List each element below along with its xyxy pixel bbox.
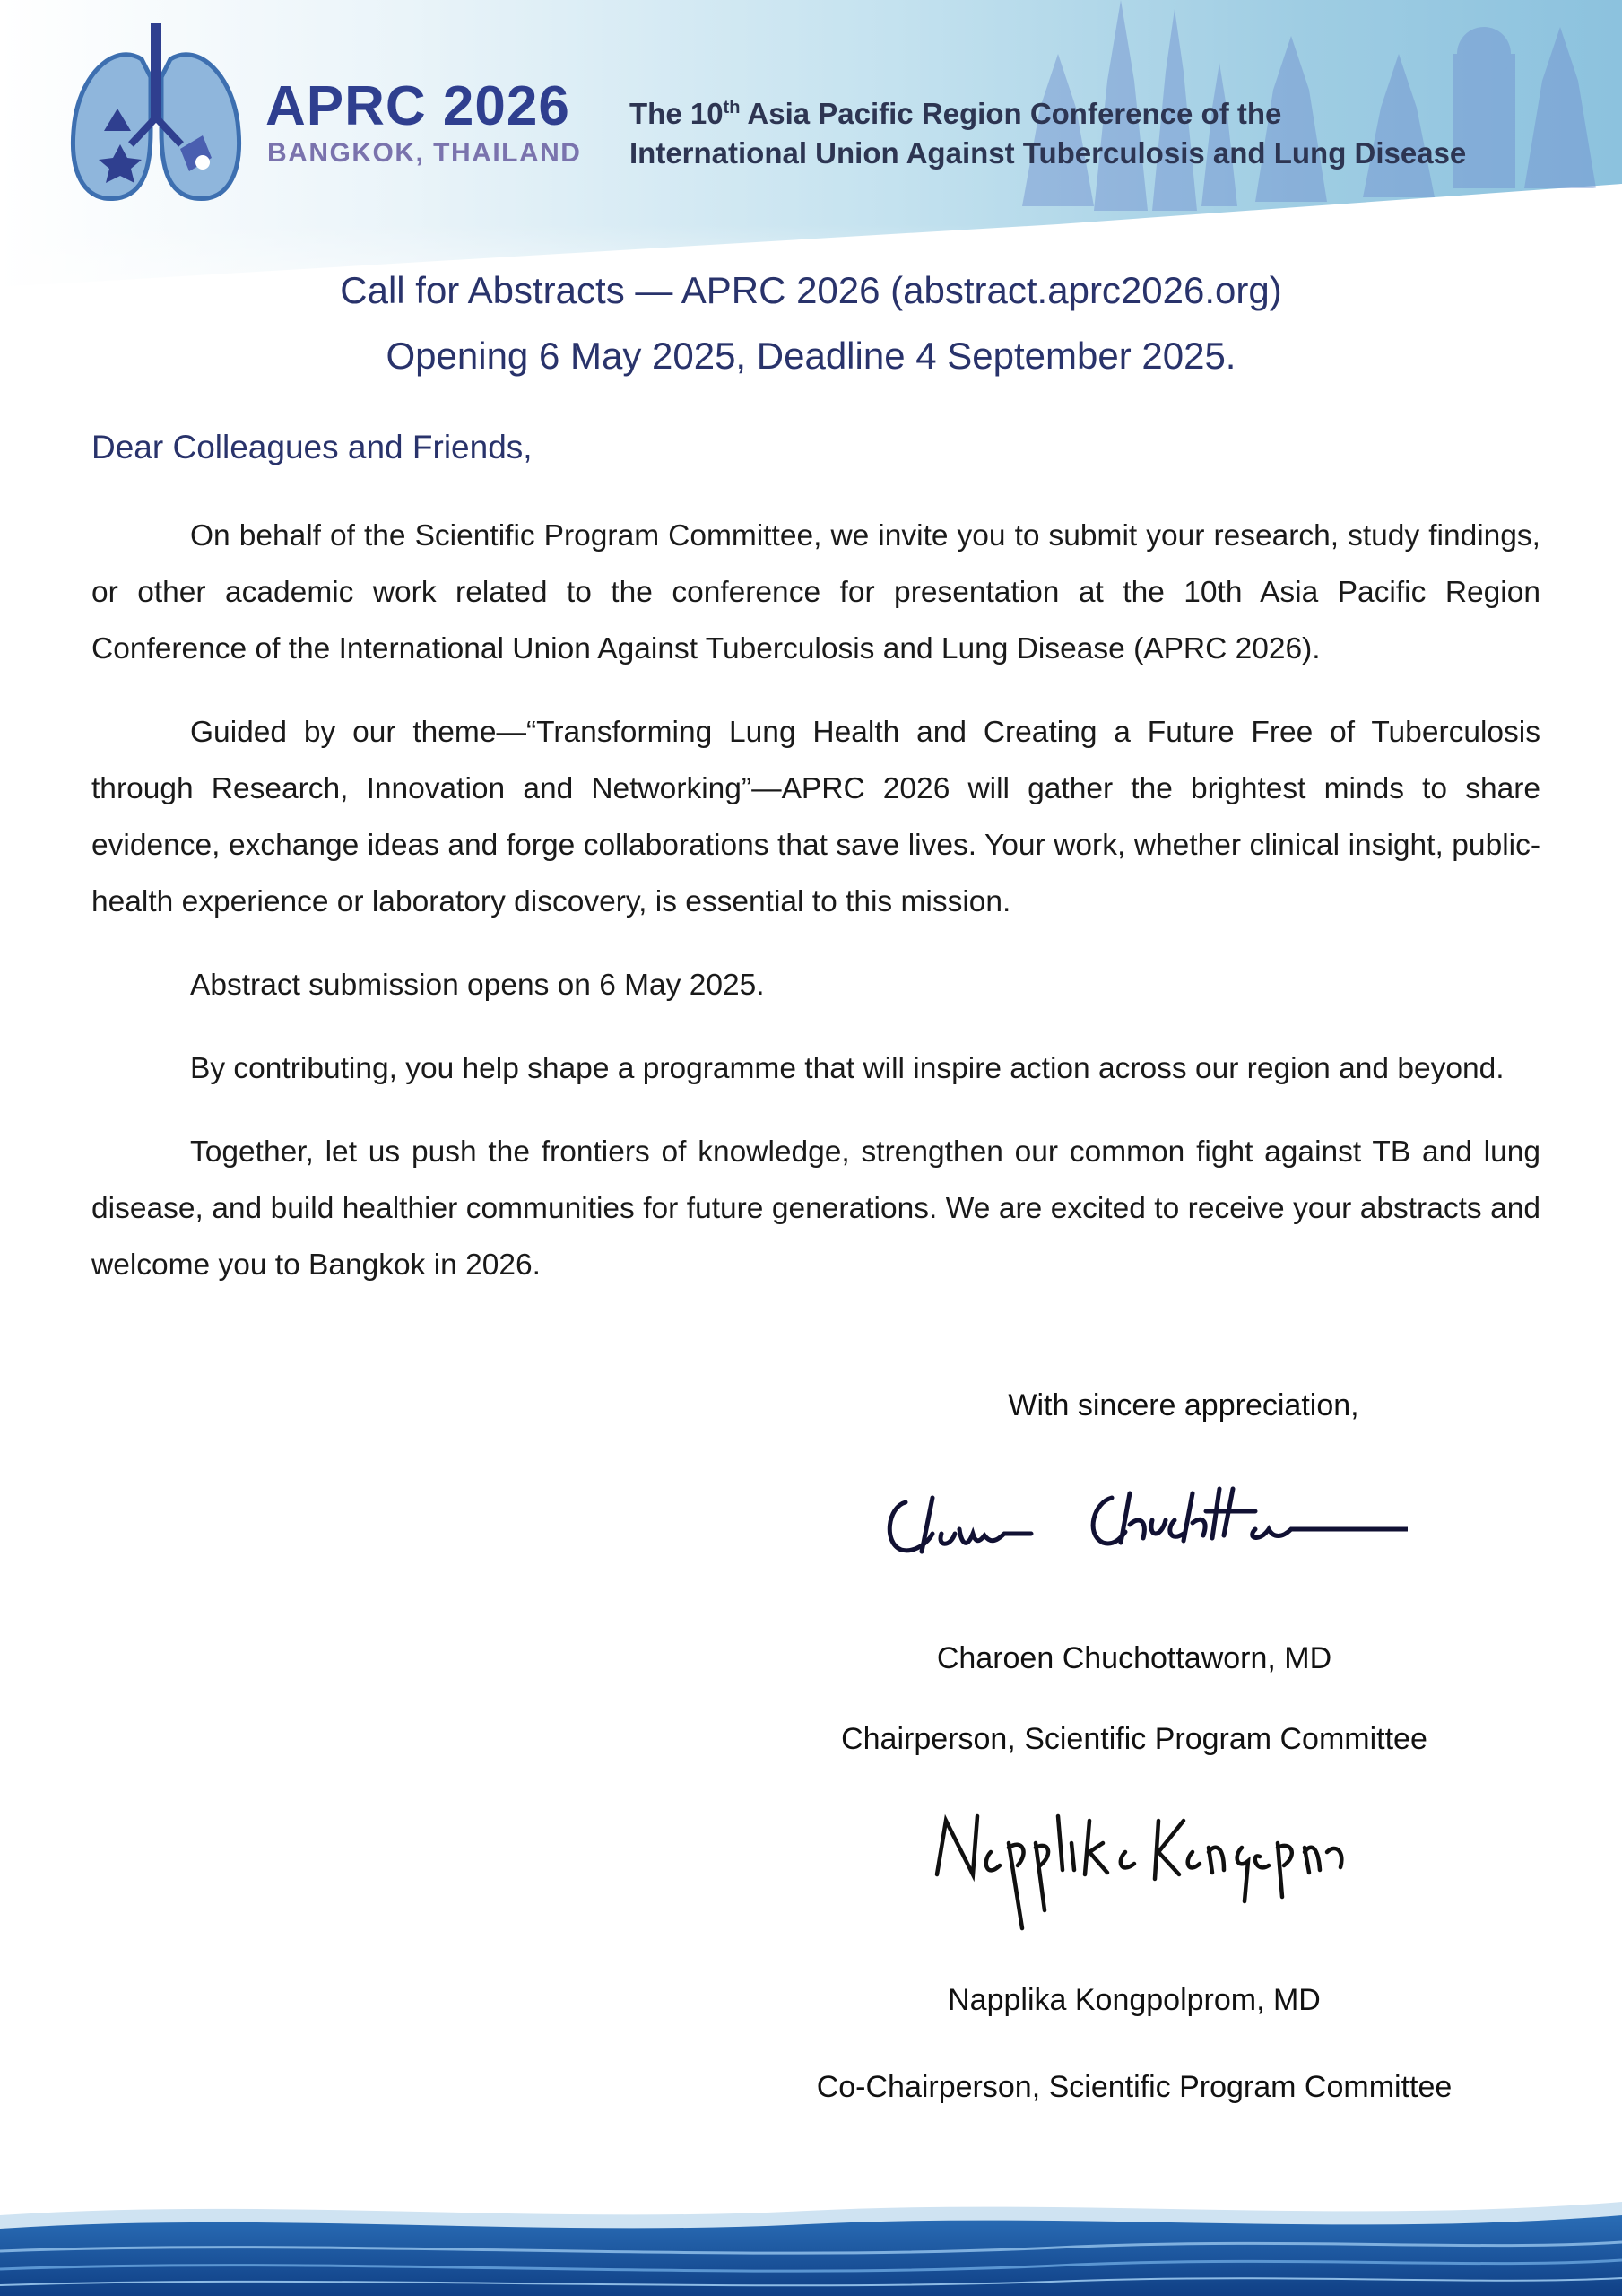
lungs-logo-icon <box>68 23 244 208</box>
conference-title-line2: International Union Against Tuberculosis and Lung Disease <box>629 136 1467 170</box>
call-heading-line2: Opening 6 May 2025, Deadline 4 September 2025. <box>386 335 1236 377</box>
handwritten-signature-2 <box>924 1803 1354 1937</box>
signatory-2-title: Co-Chairperson, Scientific Program Committee <box>816 2070 1453 2104</box>
closing-line: With sincere appreciation, <box>1008 1388 1359 1422</box>
signatory-1-name: Charoen Chuchottaworn, MD <box>936 1641 1332 1675</box>
handwritten-signature-1 <box>879 1480 1408 1570</box>
logo-title: APRC 2026 <box>265 75 570 137</box>
signatory-1-title: Chairperson, Scientific Program Committee <box>841 1722 1427 1756</box>
logo-subtitle: BANGKOK, THAILAND <box>267 138 582 168</box>
header-banner <box>0 0 1622 296</box>
paragraph: By contributing, you help shape a programme that will inspire action across our region and beyond. <box>190 1052 1505 1085</box>
paragraph: On behalf of the Scientific Program Committee, we invite you to submit your research, study findings, or other academic work related to the conference for presentation at the 10th Asia Pacific Region Conference of the International Union Against Tuberculosis and Lung Disease (APRC 2026). <box>91 519 1540 665</box>
paragraph: Guided by our theme—“Transforming Lung Health and Creating a Future Free of Tuberculosis through Research, Innovation and Networking”—APRC 2026 will gather the brightest minds to share evidence, exchange ideas and forge collaborations that save lives. Your work, whether clinical insight, public-health experience or laboratory discovery, is essential to this mission. <box>91 716 1540 918</box>
paragraph: Abstract submission opens on 6 May 2025. <box>190 969 765 1002</box>
signatory-2-name: Napplika Kongpolprom, MD <box>948 1983 1321 2017</box>
greeting: Dear Colleagues and Friends, <box>91 429 533 465</box>
conference-title-line1: The 10th Asia Pacific Region Conference of the <box>629 97 1282 130</box>
paragraph: Together, let us push the frontiers of knowledge, strengthen our common fight against TB and lung disease, and build healthier communities for future generations. We are excited to receive your abstracts and welcome you to Bangkok in 2026. <box>91 1135 1540 1282</box>
letter-body <box>91 508 1540 1320</box>
call-heading-line1: Call for Abstracts — APRC 2026 (abstract.aprc2026.org) <box>340 269 1282 311</box>
footer-wave-decoration <box>0 2188 1622 2296</box>
